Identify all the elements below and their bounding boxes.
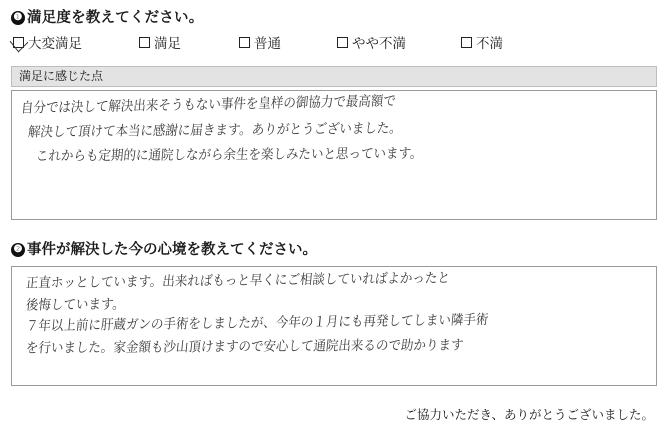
choice-label: やや不満 (352, 36, 406, 51)
choice-dissatisfied[interactable] (461, 32, 503, 52)
question-1-text: 満足度を教えてください。 (27, 10, 204, 26)
satisfaction-choice-group (11, 32, 657, 54)
closing-text: ご協力いただき、ありがとうございました。 (404, 408, 654, 422)
handwritten-line: 正直ホッとしています。出来ればもっと早くにご相談していればよかったと (25, 269, 451, 291)
question-2-number: ❷ (11, 243, 25, 257)
question-1-answer-box (11, 90, 657, 220)
handwritten-line: これからも定期的に通院しながら余生を楽しみたいと思っています。 (35, 144, 424, 164)
choice-label: 普通 (254, 36, 281, 51)
question-2-heading (11, 238, 317, 259)
choice-somewhat-dissatisfied[interactable] (337, 32, 406, 52)
handwritten-line: 自分では決して解決出来そうもない事件を皇样の御協力で最高額で (20, 91, 397, 116)
checkbox-icon[interactable] (461, 37, 472, 48)
question-1-number: ❶ (11, 11, 25, 25)
choice-satisfied[interactable] (139, 32, 181, 52)
question-1-heading (11, 6, 203, 27)
choice-label: 不満 (476, 36, 503, 51)
choice-label: 満足 (154, 36, 181, 51)
satisfaction-reason-label: 満足に感じた点 (11, 66, 657, 87)
checkbox-checked-icon[interactable] (13, 37, 24, 48)
checkbox-icon[interactable] (239, 37, 250, 48)
handwritten-line: 後悔しています。 (25, 295, 126, 313)
handwritten-line: ７年以上前に肝蔵ガンの手術をしましたが、今年の１月にも再発してしまい隣手術 (25, 310, 490, 334)
checkbox-icon[interactable] (337, 37, 348, 48)
choice-very-satisfied[interactable] (13, 32, 82, 52)
question-2-answer-box (11, 266, 657, 386)
handwritten-line: を行いました。家金額も沙山頂けますので安心して通院出来るので助かります (25, 336, 465, 356)
choice-label: 大変満足 (28, 36, 82, 51)
choice-neutral[interactable] (239, 32, 281, 52)
handwritten-line: 解決して頂けて本当に感謝に届きます。ありがとうございました。 (27, 119, 403, 140)
question-2-text: 事件が解決した今の心境を教えてください。 (27, 242, 317, 258)
checkbox-icon[interactable] (139, 37, 150, 48)
